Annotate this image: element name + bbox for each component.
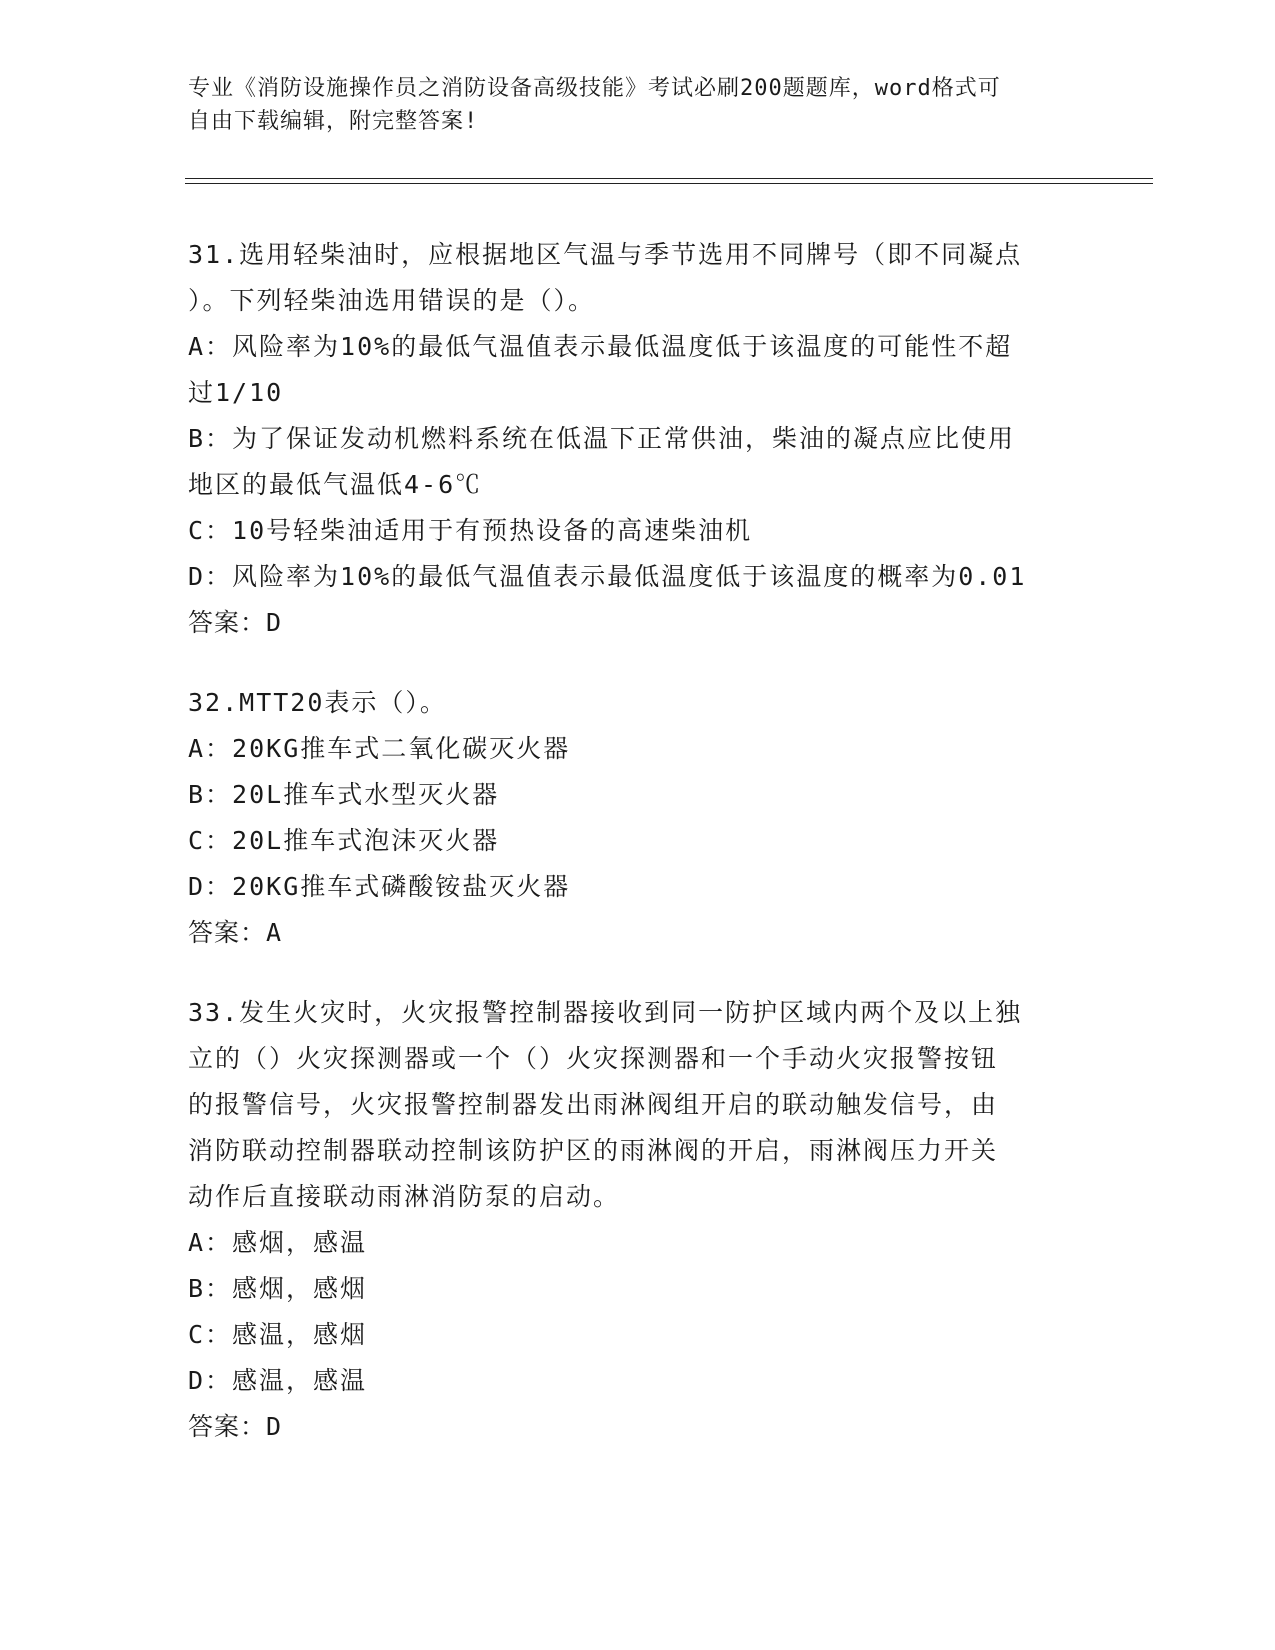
question-33	[188, 990, 1088, 1450]
option-d: D：20KG推车式磷酸铵盐灭火器	[188, 872, 571, 901]
option-a: A：感烟，感温	[188, 1228, 368, 1257]
header-rule-top	[185, 178, 1153, 179]
option-b: B：20L推车式水型灭火器	[188, 780, 500, 809]
answer-label: 答案：A	[188, 918, 283, 947]
question-stem-line: 31.选用轻柴油时，应根据地区气温与季节选用不同牌号（即不同凝点	[188, 240, 1023, 269]
option-a: A：风险率为10%的最低气温值表示最低温度低于该温度的可能性不超	[188, 332, 1013, 361]
questions-list	[188, 232, 1088, 1484]
option-a: A：20KG推车式二氧化碳灭火器	[188, 734, 571, 763]
question-stem-line: 立的（）火灾探测器或一个（）火灾探测器和一个手动火灾报警按钮	[188, 1044, 999, 1073]
question-stem-line: 32.MTT20表示（）。	[188, 688, 447, 717]
option-b-continued: 地区的最低气温低4-6℃	[188, 470, 483, 499]
option-a-continued: 过1/10	[188, 378, 284, 407]
option-c: C：10号轻柴油适用于有预热设备的高速柴油机	[188, 516, 753, 545]
answer-label: 答案：D	[188, 1412, 283, 1441]
question-stem-line: 消防联动控制器联动控制该防护区的雨淋阀的开启，雨淋阀压力开关	[188, 1136, 999, 1165]
option-b: B：感烟，感烟	[188, 1274, 368, 1303]
option-d: D：感温，感温	[188, 1366, 368, 1395]
question-stem-line: 33.发生火灾时，火灾报警控制器接收到同一防护区域内两个及以上独	[188, 998, 1023, 1027]
header-rule-bottom	[185, 183, 1153, 184]
question-stem-line: 的报警信号，火灾报警控制器发出雨淋阀组开启的联动触发信号，由	[188, 1090, 999, 1119]
option-d: D：风险率为10%的最低气温值表示最低温度低于该温度的概率为0.01	[188, 562, 1027, 591]
question-stem-line: 动作后直接联动雨淋消防泵的启动。	[188, 1182, 621, 1211]
question-stem-line: ）。下列轻柴油选用错误的是（）。	[188, 286, 596, 315]
header-line-1: 专业《消防设施操作员之消防设备高级技能》考试必刷200题题库，word格式可	[188, 76, 1001, 101]
document-header	[188, 72, 1068, 138]
answer-label: 答案：D	[188, 608, 283, 637]
header-line-2: 自由下载编辑，附完整答案!	[188, 109, 479, 134]
question-31	[188, 232, 1088, 646]
option-c: C：感温，感烟	[188, 1320, 368, 1349]
option-b: B：为了保证发动机燃料系统在低温下正常供油，柴油的凝点应比使用	[188, 424, 1016, 453]
question-32	[188, 680, 1088, 956]
option-c: C：20L推车式泡沫灭火器	[188, 826, 500, 855]
